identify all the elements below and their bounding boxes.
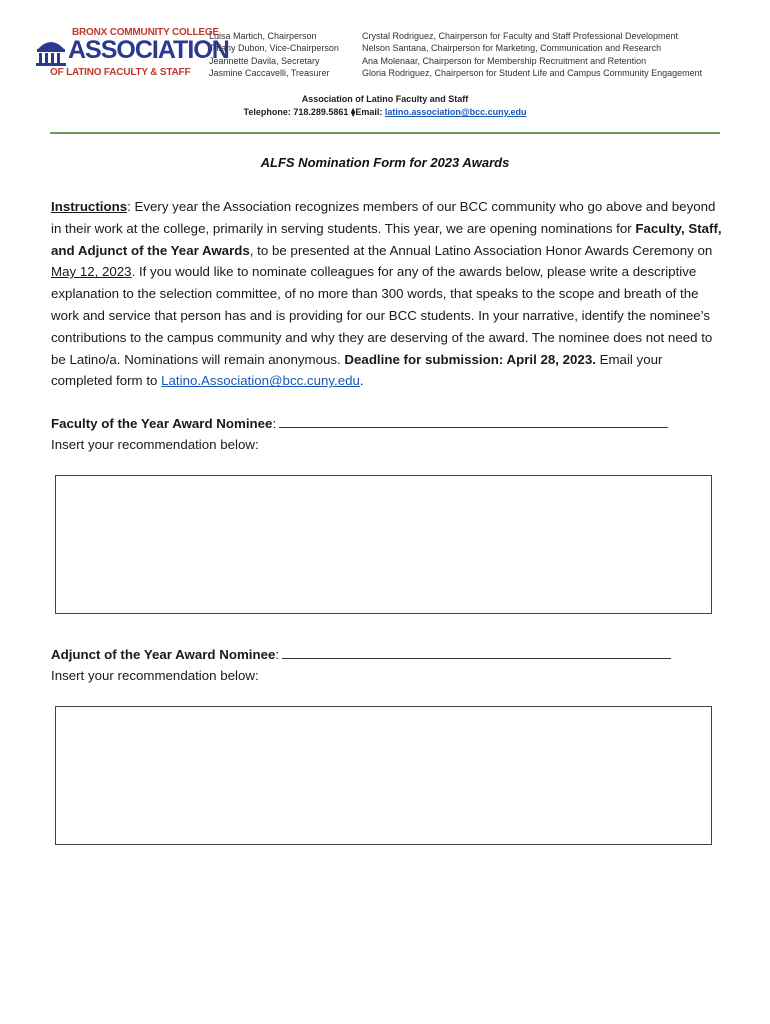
adjunct-nominee-field bbox=[51, 645, 671, 664]
form-title: ALFS Nomination Form for 2023 Awards bbox=[260, 155, 510, 170]
email-label: Email: bbox=[355, 107, 385, 117]
deadline-text: Deadline for submission: April 28, 2023. bbox=[344, 351, 596, 367]
adjunct-nominee-input[interactable] bbox=[282, 645, 671, 659]
logo-association-text: ASSOCIATION bbox=[68, 36, 229, 64]
officers-list-right bbox=[362, 30, 702, 80]
officer-entry: Jeannette Davila, Secretary bbox=[209, 55, 320, 66]
faculty-nominee-input[interactable] bbox=[279, 414, 668, 428]
officer-entry: Ana Molenaar, Chairperson for Membership Recruitment and Retention bbox=[362, 55, 647, 66]
separator-icon: ⧫ bbox=[350, 107, 356, 117]
logo-subtitle-text: OF LATINO FACULTY & STAFF bbox=[50, 67, 191, 78]
ceremony-date: May 12, 2023 bbox=[51, 264, 132, 280]
header-email-link[interactable]: latino.association@bcc.cuny.edu bbox=[384, 107, 527, 117]
instructions-text: . bbox=[359, 373, 364, 389]
adjunct-nominee-label: Adjunct of the Year Award Nominee bbox=[51, 647, 276, 662]
association-logo bbox=[34, 27, 229, 83]
instructions-paragraph bbox=[51, 196, 723, 392]
awards-bold-text: Faculty, Staff, and Adjunct of the Year Awards bbox=[51, 220, 722, 258]
adjunct-recommendation-label: Insert your recommendation below: bbox=[51, 668, 259, 683]
contact-line bbox=[0, 107, 770, 118]
instructions-text: : Every year the Association recognizes members of our BCC community who go above and beyond in their work at the college, primarily in serving students. This year, we are opening nominations for bbox=[51, 199, 716, 236]
adjunct-recommendation-box[interactable] bbox=[55, 706, 712, 845]
colon-text: : bbox=[272, 416, 277, 431]
officer-entry: Luisa Martich, Chairperson bbox=[209, 31, 317, 41]
faculty-nominee-field bbox=[51, 414, 668, 433]
officer-entry: Tiffany Dubon, Vice-Chairperson bbox=[209, 43, 339, 54]
instructions-text: , to be presented at the Annual Latino Association Honor Awards Ceremony on bbox=[249, 242, 713, 258]
association-name: Association of Latino Faculty and Staff bbox=[301, 94, 469, 104]
instructions-label: Instructions bbox=[51, 199, 128, 214]
header-divider bbox=[50, 132, 720, 134]
colon-text: : bbox=[275, 647, 280, 662]
officer-entry: Gloria Rodriguez, Chairperson for Student Life and Campus Community Engagement bbox=[362, 68, 703, 79]
faculty-nominee-label: Faculty of the Year Award Nominee bbox=[51, 416, 273, 431]
instructions-text: . If you would like to nominate colleagues for any of the awards below, please write a descriptive explanation to the selection committee, of no more than 300 words, that speaks to the scope and breath of the work and service that person has and is providing for our BCC students. In your narrative, identify the nominee’s contributions to the campus community and why they are deserving of the award. The nominee does not need to be Latino/a. Nominations will remain anonymous. bbox=[51, 264, 713, 367]
officer-entry: Crystal Rodriguez, Chairperson for Faculty and Staff Professional Development bbox=[362, 31, 678, 41]
officers-list-left bbox=[209, 30, 339, 80]
faculty-recommendation-box[interactable] bbox=[55, 475, 712, 614]
instructions-text: Email your completed form to bbox=[51, 351, 663, 389]
instructions-email-link[interactable]: Latino.Association@bcc.cuny.edu bbox=[161, 373, 360, 389]
telephone-text: Telephone: 718.289.5861 bbox=[243, 107, 351, 117]
logo-college-text: BRONX COMMUNITY COLLEGE bbox=[72, 27, 219, 38]
officer-entry: Jasmine Caccavelli, Treasurer bbox=[209, 68, 330, 79]
officer-entry: Nelson Santana, Chairperson for Marketing, Communication and Research bbox=[362, 43, 662, 54]
dome-building-icon bbox=[34, 35, 68, 67]
faculty-recommendation-label: Insert your recommendation below: bbox=[51, 437, 259, 452]
